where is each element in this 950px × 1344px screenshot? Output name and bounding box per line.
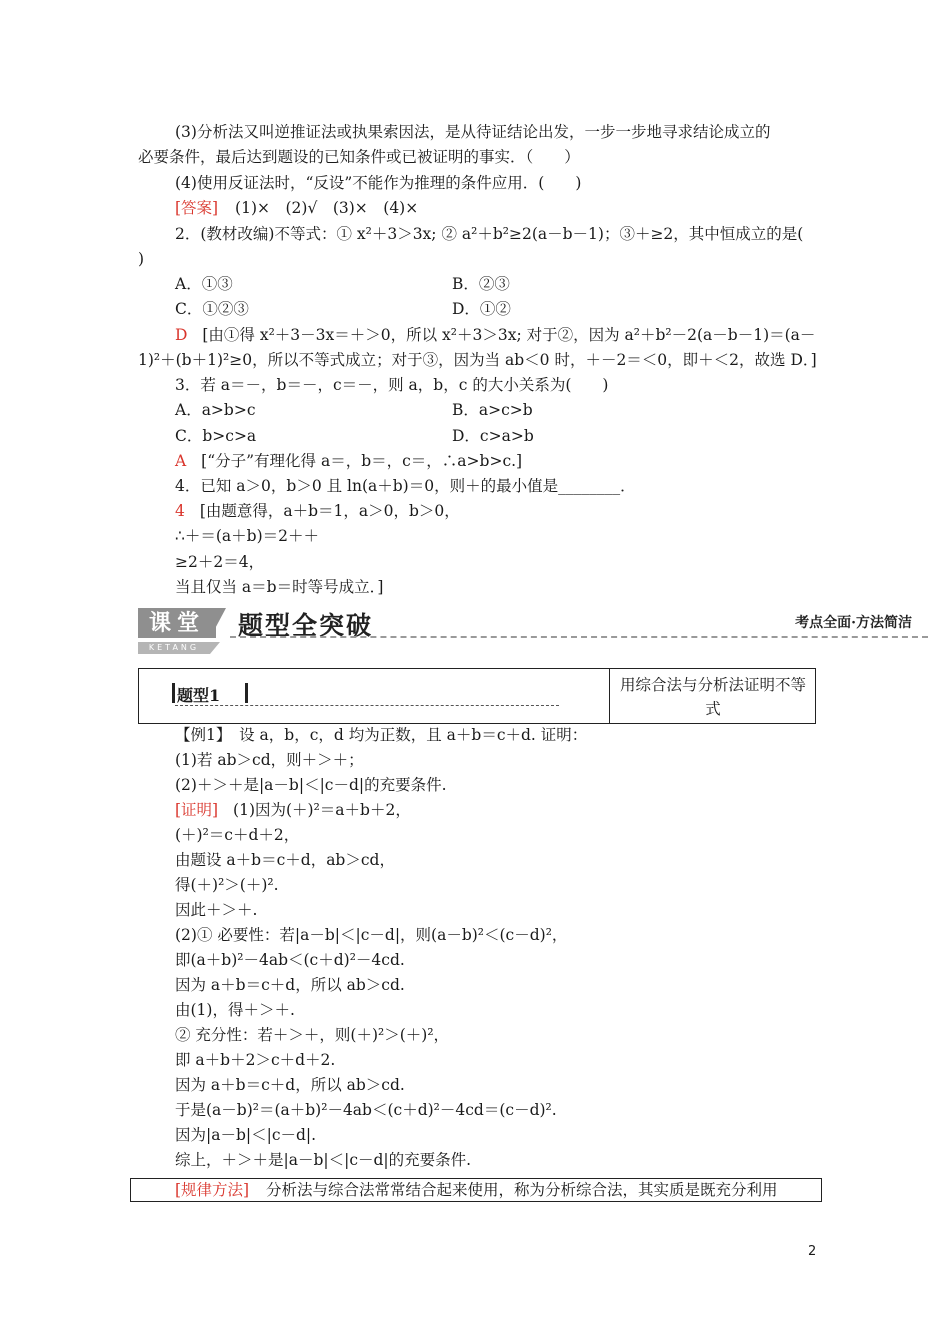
- banner-sub-arrow: [210, 642, 220, 654]
- option-b: B．②③: [452, 275, 510, 293]
- proof-line: 因此＋＞＋.: [175, 901, 258, 919]
- solution-2-cont: 1)²＋(b＋1)²≥0，所以不等式成立；对于③，因为当 ab＜0 时，＋－2＝＜0，即＋＜2，故选 D．]: [138, 351, 817, 369]
- answer-letter: A: [175, 452, 187, 470]
- banner-arrow: [210, 608, 226, 638]
- solution-text: [由①得 x²＋3－3x＝＋＞0，所以 x²＋3＞3x; 对于②，因为 a²＋b²－2(a－b－1)＝(a－: [202, 326, 816, 344]
- option-d: D．①②: [452, 300, 511, 318]
- solution-3-line: [175, 450, 522, 472]
- proof-line: 综上，＋＞＋是|a－b|＜|c－d|的充要条件.: [175, 1151, 472, 1169]
- proof-line: (2)① 必要性：若|a－b|＜|c－d|，则(a－b)²＜(c－d)²，: [175, 926, 568, 944]
- proof-line: 由(1)，得＋＞＋.: [175, 1001, 295, 1019]
- page-number: 2: [808, 1244, 817, 1259]
- example-part-2: (2)＋＞＋是|a－b|＜|c－d|的充要条件.: [175, 776, 447, 794]
- bracket-right: [245, 683, 248, 703]
- dashed-rule: [175, 705, 559, 706]
- example-heading: 【例1】 设 a，b，c，d 均为正数，且 a＋b＝c＋d. 证明：: [175, 726, 588, 744]
- method-text: 分析法与综合法常常结合起来使用，称为分析综合法，其实质是既充分利用: [266, 1181, 778, 1199]
- solution-4-step: ≥2＋2＝4，: [175, 553, 265, 571]
- option-b: B．a>c>b: [452, 401, 533, 419]
- method-line: [175, 1179, 778, 1201]
- answer-tag: [答案]: [175, 199, 219, 217]
- answer-letter: D: [175, 326, 188, 344]
- solution-text: [由题意得，a＋b＝1，a＞0，b＞0，: [199, 502, 460, 520]
- banner-label: 课堂: [138, 608, 216, 638]
- text-line: (3)分析法又叫逆推证法或执果索因法，是从待证结论出发，一步一步地寻求结论成立的: [175, 123, 771, 141]
- text-line: (4)使用反证法时，“反设”不能作为推理的条件应用．( ): [175, 174, 582, 192]
- type-label: 题型1: [177, 686, 221, 705]
- answer-letter: 4: [175, 502, 185, 520]
- solution-text: [“分子”有理化得 a＝，b＝，c＝，∴a>b>c.]: [201, 452, 523, 470]
- type-description: 用综合法与分析法证明不等式: [619, 676, 806, 718]
- section-banner: [138, 606, 928, 652]
- proof-line: 因为 a＋b＝c＋d，所以 ab＞cd.: [175, 1076, 405, 1094]
- proof-line: 于是(a－b)²＝(a＋b)²－4ab＜(c＋d)²－4cd＝(c－d)².: [175, 1101, 557, 1119]
- type-label-cell: [139, 669, 610, 723]
- proof-line: (＋)²＝c＋d＋2，: [175, 826, 300, 844]
- banner-sublabel: KETANG: [138, 642, 210, 654]
- answer-line: [175, 197, 418, 219]
- proof-line: 即 a＋b＋2＞c＋d＋2.: [175, 1051, 336, 1069]
- answer-text: (1)× (2)√ (3)× (4)×: [235, 199, 419, 217]
- proof-line: 因为 a＋b＝c＋d，所以 ab＞cd.: [175, 976, 405, 994]
- section-title: 题型全突破: [238, 611, 374, 640]
- proof-line: [175, 799, 411, 821]
- question-4: 4．已知 a＞0，b＞0 且 ln(a＋b)＝0，则＋的最小值是________．: [175, 477, 636, 495]
- method-box: [130, 1178, 822, 1202]
- solution-2-line: [175, 324, 815, 346]
- solution-4-line: [175, 500, 460, 522]
- question-3: 3．若 a＝－，b＝－，c＝－，则 a，b，c 的大小关系为( ): [175, 376, 609, 394]
- method-tag: [规律方法]: [175, 1181, 250, 1199]
- question-2-end: ): [138, 250, 145, 268]
- option-c: C．b>c>a: [175, 427, 257, 445]
- bracket-left: [172, 683, 175, 703]
- option-a: A．①③: [175, 275, 233, 293]
- proof-line: 得(＋)²＞(＋)².: [175, 876, 279, 894]
- proof-text: (1)因为(＋)²＝a＋b＋2，: [233, 801, 411, 819]
- proof-line: ② 充分性：若＋＞＋，则(＋)²＞(＋)²，: [175, 1026, 450, 1044]
- question-2: 2．(教材改编)不等式：① x²＋3＞3x; ② a²＋b²≥2(a－b－1)；③＋≥2，其中恒成立的是(: [175, 225, 804, 243]
- example-part-1: (1)若 ab＞cd，则＋＞＋；: [175, 751, 364, 769]
- banner-divider: [230, 636, 928, 638]
- proof-line: 由题设 a＋b＝c＋d，ab＞cd，: [175, 851, 395, 869]
- proof-line: 即(a＋b)²－4ab＜(c＋d)²－4cd.: [175, 951, 405, 969]
- solution-4-step: 当且仅当 a＝b＝时等号成立．]: [175, 578, 384, 596]
- proof-line: 因为|a－b|＜|c－d|.: [175, 1126, 317, 1144]
- option-d: D．c>a>b: [452, 427, 534, 445]
- question-type-table: [138, 668, 816, 724]
- option-a: A．a>b>c: [175, 401, 256, 419]
- option-c: C．①②③: [175, 300, 249, 318]
- solution-4-step: ∴＋＝(a＋b)＝2＋＋: [175, 527, 319, 545]
- text-line: 必要条件，最后达到题设的已知条件或已被证明的事实．（ ）: [138, 148, 580, 166]
- proof-tag: [证明]: [175, 801, 219, 819]
- section-tagline: 考点全面·方法简洁: [795, 615, 912, 631]
